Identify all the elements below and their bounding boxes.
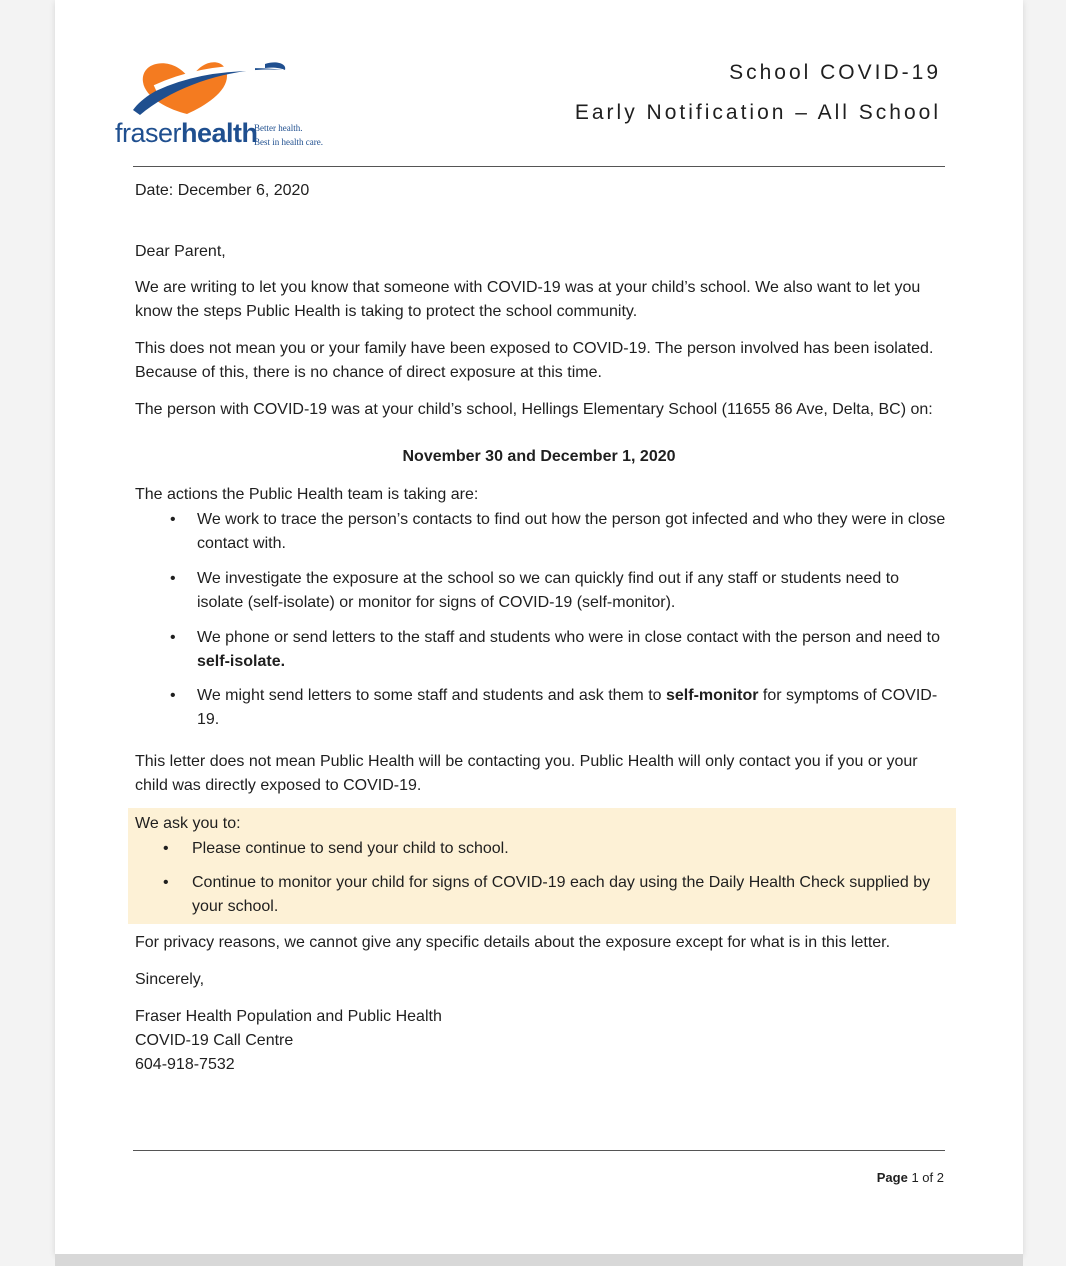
privacy-note: For privacy reasons, we cannot give any specific details about the exposure except for what is in this letter. [135, 934, 891, 951]
action-item-text: We phone or send letters to the staff and students who were in close contact with the person and need to [197, 629, 940, 646]
action-item-bold: self-monitor [666, 687, 759, 704]
bullet-icon: • [163, 874, 169, 891]
letter-date: Date: December 6, 2020 [135, 182, 310, 199]
header-title-1: School COVID-19 [729, 61, 941, 84]
logo-name-bold: health [181, 118, 258, 148]
action-item: We investigate the exposure at the school so we can quickly find out if any staff or students need to isolate (self-isolate) or monitor for signs of COVID-19 (self-monitor). [197, 570, 900, 611]
bullet-icon: • [170, 687, 176, 704]
bullet-icon: • [170, 570, 176, 587]
signature-phone: 604-918-7532 [135, 1056, 235, 1073]
action-item [197, 626, 947, 674]
action-item-text: for symptoms of COVID-19. [197, 687, 938, 728]
ask-intro: We ask you to: [135, 815, 241, 832]
paragraph-1: We are writing to let you know that someone with COVID-19 was at your child’s school. We also want to let you know the steps Public Health is taking to protect the school community. [135, 279, 921, 320]
ask-item: Continue to monitor your child for signs of COVID-19 each day using the Daily Health Check supplied by your school. [192, 874, 931, 915]
action-item-bold: self-isolate. [197, 653, 286, 670]
logo-name-light: fraser [115, 118, 182, 148]
actions-intro: The actions the Public Health team is taking are: [135, 486, 479, 503]
paragraph-3: The person with COVID-19 was at your child’s school, Hellings Elementary School (11655 86 Ave, Delta, BC) on: [135, 401, 933, 418]
tagline-line-1: Better health. [254, 123, 303, 133]
salutation: Dear Parent, [135, 243, 226, 260]
closing: Sincerely, [135, 971, 205, 988]
paragraph-4: This letter does not mean Public Health will be contacting you. Public Health will only contact you if you or your child was directly exposed to COVID-19. [135, 753, 918, 794]
page-number [877, 1170, 944, 1185]
action-item [197, 684, 947, 732]
header-divider [133, 166, 945, 167]
bullet-icon: • [170, 511, 176, 528]
signature-line-1: Fraser Health Population and Public Health [135, 1008, 442, 1025]
paragraph-2: This does not mean you or your family have been exposed to COVID-19. The person involved has been isolated. Because of this, there is no chance of direct exposure at this time. [135, 340, 934, 381]
page-of: 1 of 2 [911, 1170, 944, 1185]
exposure-dates: November 30 and December 1, 2020 [402, 448, 676, 465]
bullet-icon: • [170, 629, 176, 646]
tagline-line-2: Best in health care. [254, 137, 323, 147]
footer-divider [133, 1150, 945, 1151]
page-edge-shadow [55, 1254, 1023, 1266]
logo-wordmark [115, 118, 258, 149]
bullet-icon: • [163, 840, 169, 857]
header-title-2: Early Notification – All School [574, 101, 941, 124]
signature-line-2: COVID-19 Call Centre [135, 1032, 294, 1049]
action-item-text: We might send letters to some staff and students and ask them to [197, 687, 666, 704]
action-item: We work to trace the person’s contacts to find out how the person got infected and who they were in close contact with. [197, 511, 946, 552]
ask-item: Please continue to send your child to school. [192, 840, 509, 857]
page-label: Page [876, 1170, 908, 1185]
letter-page [55, 0, 1023, 1254]
logo-tagline [254, 121, 323, 149]
